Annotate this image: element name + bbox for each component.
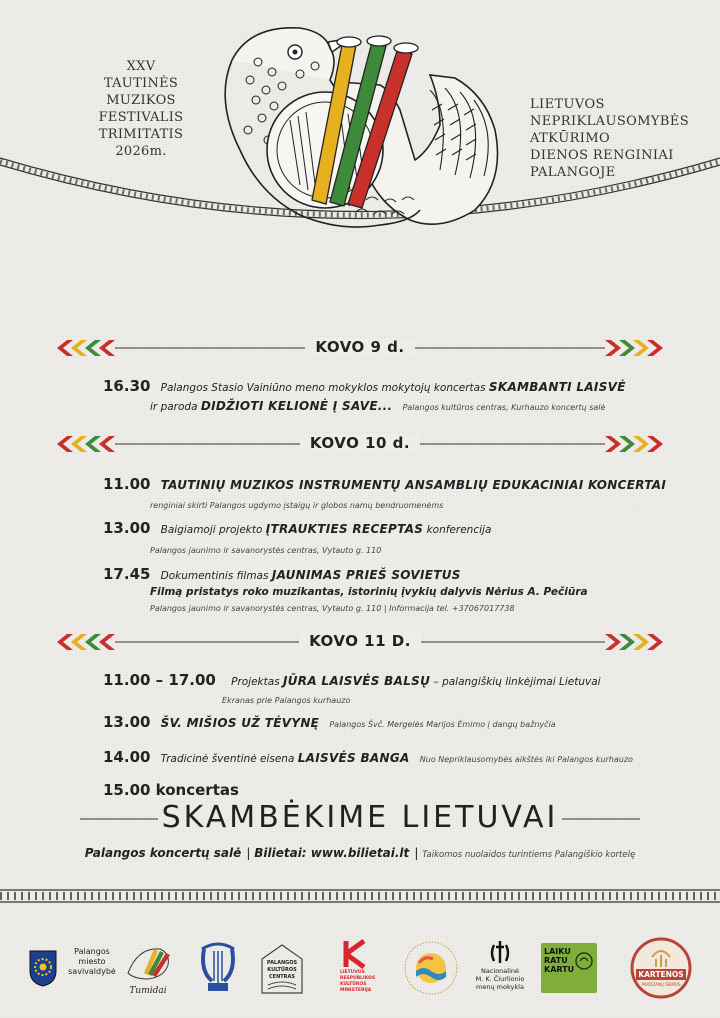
discount-note: Taikomos nuolaidos turintiems Palangiškio kortelę <box>422 850 636 860</box>
ciurlionis-emblem-icon <box>488 939 512 965</box>
event-time: 11.00 – 17.00 <box>103 671 216 689</box>
palanga-coat-of-arms-icon <box>28 949 58 987</box>
kartenos-wreath-icon <box>630 937 692 999</box>
event-text: Tradicinė šventinė eisena <box>160 753 298 765</box>
event-text: Baigiamoji projekto <box>160 524 266 536</box>
event-5 <box>103 670 601 689</box>
logo-text: menų mokykla <box>476 983 524 991</box>
event-title: DIDŽIOTI KELIONĖ Į SAVE... <box>200 399 393 413</box>
event-title: SKAMBANTI LAISVĖ <box>488 380 626 394</box>
day-label: KOVO 11 D. <box>299 632 421 650</box>
event-title: ĮTRAUKTIES RECEPTAS <box>265 522 424 536</box>
logo-text: KULTŪROS <box>340 982 367 987</box>
header-right-line: ATKŪRIMO <box>530 131 611 146</box>
day-label: KOVO 10 d. <box>300 434 420 452</box>
event-title: JŪRA LAISVĖS BALSŲ <box>283 674 431 688</box>
concert-venue: Palangos koncertų salė <box>84 846 242 860</box>
event-1 <box>103 376 626 395</box>
logo-text: LAIKU <box>544 947 571 956</box>
event-text: konferencija <box>423 524 492 536</box>
event-2 <box>103 474 666 493</box>
event-2-detail <box>150 493 443 512</box>
event-text: Palangos Stasio Vainiūno meno mokyklos mokytojų koncertas <box>160 382 489 394</box>
header-left-line: 2026m. <box>115 144 167 159</box>
logo-text: PARTIZANŲ ŠEIMOS <box>641 982 681 987</box>
tickets-link[interactable]: Bilietai: www.bilietai.lt <box>254 846 410 860</box>
ministry-logo <box>340 939 390 1001</box>
logo-text: Nacionalinė <box>480 967 520 975</box>
event-title: ŠV. MIŠIOS UŽ TĖVYNĘ <box>160 716 320 730</box>
event-7 <box>103 747 633 766</box>
event-venue: Palangos jaunimo ir savanorystės centras, Vytauto g. 110 <box>150 546 382 555</box>
header-right-line: DIENOS RENGINIAI <box>530 148 674 163</box>
ciurlionis-school-logo <box>470 939 530 1001</box>
logo-text: KULTŪROS <box>267 967 297 973</box>
youth-centre-logo-icon <box>403 939 459 997</box>
event-text: Dokumentinis filmas <box>160 570 272 582</box>
event-5-detail <box>222 688 350 707</box>
event-venue: Palangos jaunimo ir savanorystės centras, Vytauto g. 110 | Informacija tel. +37067017738 <box>150 604 515 613</box>
day-heading <box>0 631 720 655</box>
event-venue: renginiai skirti Palangos ugdymo įstaigų ir globos namų bendruomenėms <box>150 501 444 510</box>
event-time: 13.00 <box>103 713 151 731</box>
event-title: TAUTINIŲ MUZIKOS INSTRUMENTŲ ANSAMBLIŲ EDUKACINIAI KONCERTAI <box>160 478 667 492</box>
ministry-k-icon <box>342 939 372 969</box>
event-6 <box>103 712 556 731</box>
event-venue: Nuo Nepriklausomybės aikštės iki Palangos kurhauzo <box>419 755 633 764</box>
event-time: 16.30 <box>103 377 151 395</box>
event-venue: Ekranas prie Palangos kurhauzo <box>222 696 351 705</box>
event-time: 15.00 <box>103 781 151 799</box>
logo-text: RATU <box>544 956 568 965</box>
header-right-line: LIETUVOS <box>530 97 605 112</box>
event-time: 13.00 <box>103 519 151 537</box>
event-venue: Palangos kultūros centras, Kurhauzo koncertų salė <box>402 403 606 412</box>
event-3 <box>103 518 491 537</box>
logo-text: RESPUBLIKOS <box>340 976 376 981</box>
day-heading <box>0 337 720 361</box>
logo-text: MINISTERIJA <box>340 988 372 993</box>
event-3-detail <box>150 538 381 557</box>
header-illustration <box>0 0 720 260</box>
header-left-line: TAUTINĖS <box>103 76 179 91</box>
tumidai-bird-icon <box>118 939 178 985</box>
event-text: – palangiškių linkėjimai Lietuvai <box>430 676 601 688</box>
event-title: JAUNIMAS PRIEŠ SOVIETUS <box>271 568 461 582</box>
logo-text: Palangos <box>74 947 110 956</box>
event-text: Filmą pristatys roko muzikantas, istorinių įvykių dalyvis Nėrius A. Pečiūra <box>150 586 588 598</box>
palanga-logo <box>28 945 123 1000</box>
event-time: 11.00 <box>103 475 151 493</box>
logo-text: miesto <box>78 957 106 966</box>
event-4-detail <box>150 596 515 615</box>
logo-text: LIETUVOS <box>340 970 365 975</box>
culture-centre-logo <box>258 941 306 997</box>
header-left-line: XXV <box>126 59 156 74</box>
hands-icon <box>574 949 594 973</box>
day-label: KOVO 9 d. <box>305 338 414 356</box>
event-text: Projektas <box>231 676 283 688</box>
logo-text: M. K. Čiurlionio <box>475 975 525 983</box>
bird-icon <box>225 28 497 227</box>
logo-text: KARTU <box>544 965 575 974</box>
logo-text: savivaldybė <box>68 967 116 976</box>
event-time: 17.45 <box>103 565 151 583</box>
event-time: 14.00 <box>103 748 151 766</box>
woven-border <box>0 887 720 905</box>
header-left-line: TRIMITATIS <box>98 127 184 142</box>
logo-text: CENTRAS <box>268 974 295 980</box>
event-8 <box>103 780 239 799</box>
tumidai-logo <box>118 939 178 1001</box>
header-left-line: FESTIVALIS <box>98 110 184 125</box>
laiku-ratu-kartu-logo <box>541 943 597 993</box>
event-title: LAISVĖS BANGA <box>297 751 410 765</box>
logo-text: KARTENOS <box>638 970 684 979</box>
header-right-line: NEPRIKLAUSOMYBĖS <box>530 114 690 129</box>
sponsor-logos <box>0 935 720 1005</box>
concert-title-underline <box>80 816 640 822</box>
concert-title: SKAMBĖKIME LIETUVAI <box>161 800 559 835</box>
logo-text: Tumidai <box>129 986 167 996</box>
header-right-line: PALANGOJE <box>530 165 616 180</box>
logo-text: PALANGOS <box>266 960 298 966</box>
kartenos-logo <box>630 937 692 999</box>
header-left-line: MUZIKOS <box>106 93 176 108</box>
day-heading <box>0 433 720 457</box>
concert-info: Palangos koncertų salė | Bilietai: www.bilietai.lt | Taikomos nuolaidos turintiems Palangiškio kortelę <box>84 846 636 860</box>
event-venue: Palangos Švč. Mergelės Marijos Ėmimo į dangų bažnyčia <box>329 720 556 729</box>
event-text: ir paroda <box>150 401 201 413</box>
event-text: koncertas <box>150 781 239 799</box>
lyre-logo-icon <box>196 941 240 997</box>
event-1-line2 <box>150 395 605 414</box>
